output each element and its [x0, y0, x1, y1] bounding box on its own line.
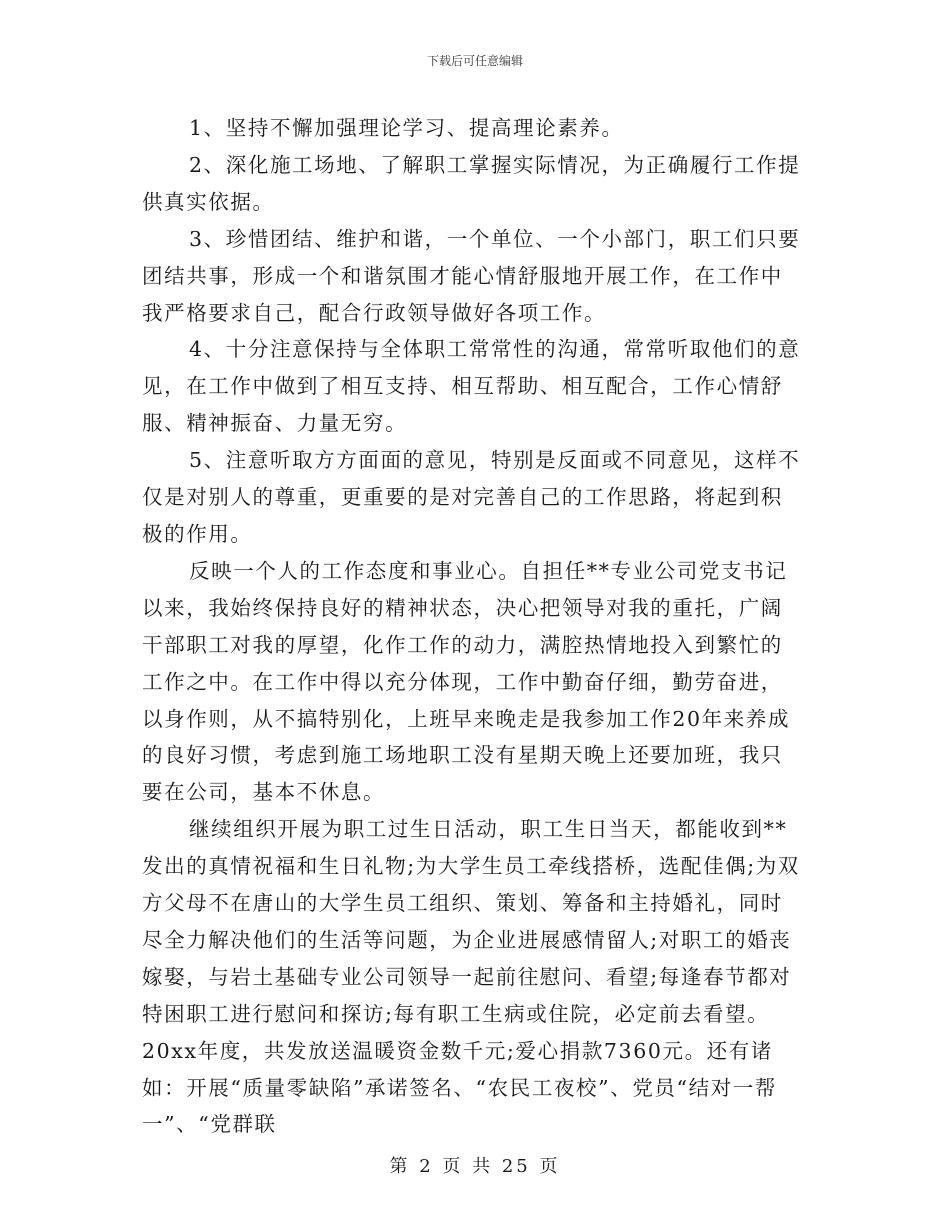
page-header: 下载后可任意编辑 [426, 54, 523, 68]
paragraph-2: 2、深化施工场地、了解职工掌握实际情况，为正确履行工作提供真实依据。 [142, 152, 801, 214]
paragraph-1: 1、坚持不懈加强理论学习、提高理论素养。 [189, 116, 624, 140]
document-body [142, 110, 802, 1143]
paragraph-3: 3、珍惜团结、维护和谐，一个单位、一个小部门，职工们只要团结共事，形成一个和谐氛围才能心情舒服地开展工作，在工作中我严格要求自己，配合行政领导做好各项工作。 [142, 226, 801, 325]
paragraph-5: 5、注意听取方方面面的意见，特别是反面或不同意见，这样不仅是对别人的尊重，更重要的是对完善自己的工作思路，将起到积极的作用。 [142, 448, 801, 546]
paragraph-7: 继续组织开展为职工过生日活动，职工生日当天，都能收到**发出的真情祝福和生日礼物;为大学生员工牵线搭桥，选配佳偶;为双方父母不在唐山的大学生员工组织、策划、筹备和主持婚礼，同时尽全力解决他们的生活等问题，为企业进展感情留人;对职工的婚丧嫁娶，与岩土基础专业公司领导一起前往慰问、看望;每逢春节都对特困职工进行慰问和探访;每有职工生病或住院，必定前去看望。20xx年度，共发放送温暖资金数千元;爱心捐款7360元。还有诸如：开展“质量零缺陷”承诺签名、“农民工夜校”、党员“结对一帮一”、“党群联 [142, 817, 800, 1137]
paragraph-4: 4、十分注意保持与全体职工常常性的沟通，常常听取他们的意见，在工作中做到了相互支持、相互帮助、相互配合，工作心情舒服、精神振奋、力量无穷。 [142, 337, 801, 436]
page-footer: 第 2 页 共 25 页 [389, 1156, 561, 1177]
paragraph-6: 反映一个人的工作态度和事业心。自担任**专业公司党支书记以来，我始终保持良好的精神状态，决心把领导对我的重托，广阔干部职工对我的厚望，化作工作的动力，满腔热情地投入到繁忙的工作之中。在工作中得以充分体现，工作中勤奋仔细，勤劳奋进，以身作则，从不搞特别化，上班早来晚走是我参加工作20年来养成的良好习惯，考虑到施工场地职工没有星期天晚上还要加班，我只要在公司，基本不休息。 [142, 558, 791, 805]
